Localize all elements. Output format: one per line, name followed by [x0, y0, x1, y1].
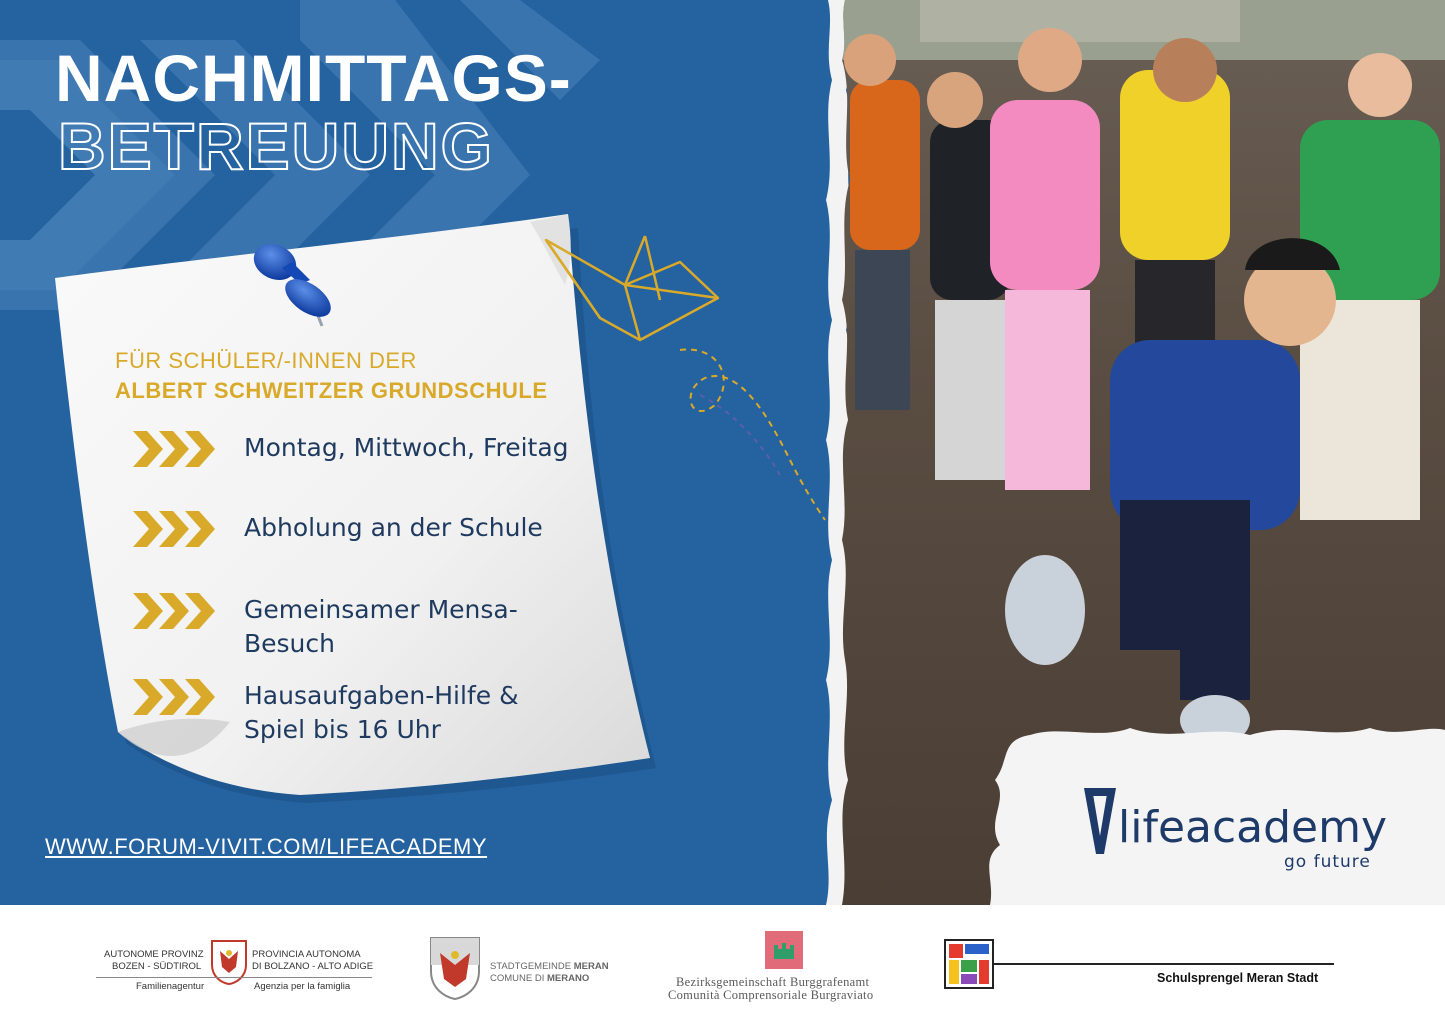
feature-text: Abholung an der Schule: [244, 513, 543, 542]
brand-tagline: go future: [1284, 852, 1371, 872]
burggrafenamt-line-2: Comunità Comprensoriale Burgraviato: [668, 988, 874, 1002]
feature-text: Hausaufgaben-Hilfe & Spiel bis 16 Uhr: [244, 681, 519, 744]
meran-line-2: [490, 973, 589, 984]
website-link[interactable]: WWW.FORUM-VIVIT.COM/LIFEACADEMY: [45, 834, 488, 859]
schulsprengel-name: Schulsprengel Meran Stadt: [1157, 971, 1319, 985]
meran-coat-of-arms-icon: [428, 935, 482, 1001]
lifeacademy-logo: [1080, 780, 1420, 880]
title-line-1: NACHMITTAGS-: [55, 41, 572, 115]
feature-text: Gemeinsamer Mensa-Besuch: [244, 595, 518, 658]
meran-line-1-bold: MERAN: [573, 961, 609, 972]
meran-line-2-bold: MERANO: [547, 973, 590, 984]
province-divider: [96, 977, 372, 978]
province-it-line-2: DI BOLZANO - ALTO ADIGE: [252, 961, 374, 972]
meran-line-1-light: STADTGEMEINDE: [490, 961, 574, 972]
audience-line-1: FÜR SCHÜLER/-INNEN DER: [115, 348, 417, 373]
burggrafenamt-line-1: Bezirksgemeinschaft Burggrafenamt: [676, 975, 870, 989]
province-de-line-2: BOZEN - SÜDTIROL: [112, 961, 202, 972]
province-de-agency: Familienagentur: [136, 981, 205, 992]
title-line-2: BETREUUNG: [58, 109, 495, 183]
province-it-line-1: PROVINCIA AUTONOMA: [252, 949, 361, 960]
meran-line-1: [490, 961, 609, 972]
schulsprengel-divider: [994, 963, 1334, 965]
province-it-agency: Agenzia per la famiglia: [254, 981, 351, 992]
meran-line-2-light: COMUNE DI: [490, 973, 547, 984]
schulsprengel-logo-icon: [944, 939, 994, 989]
lifeacademy-v-icon: [1080, 788, 1120, 858]
province-coat-of-arms-icon: [210, 939, 248, 985]
feature-text: Montag, Mittwoch, Freitag: [244, 433, 569, 462]
burggrafenamt-logo-icon: [765, 931, 803, 969]
footer-logos: [0, 905, 1445, 1022]
audience-line-2: ALBERT SCHWEITZER GRUNDSCHULE: [115, 378, 548, 403]
province-de-line-1: AUTONOME PROVINZ: [104, 949, 204, 960]
brand-name: lifeacademy: [1118, 802, 1388, 853]
